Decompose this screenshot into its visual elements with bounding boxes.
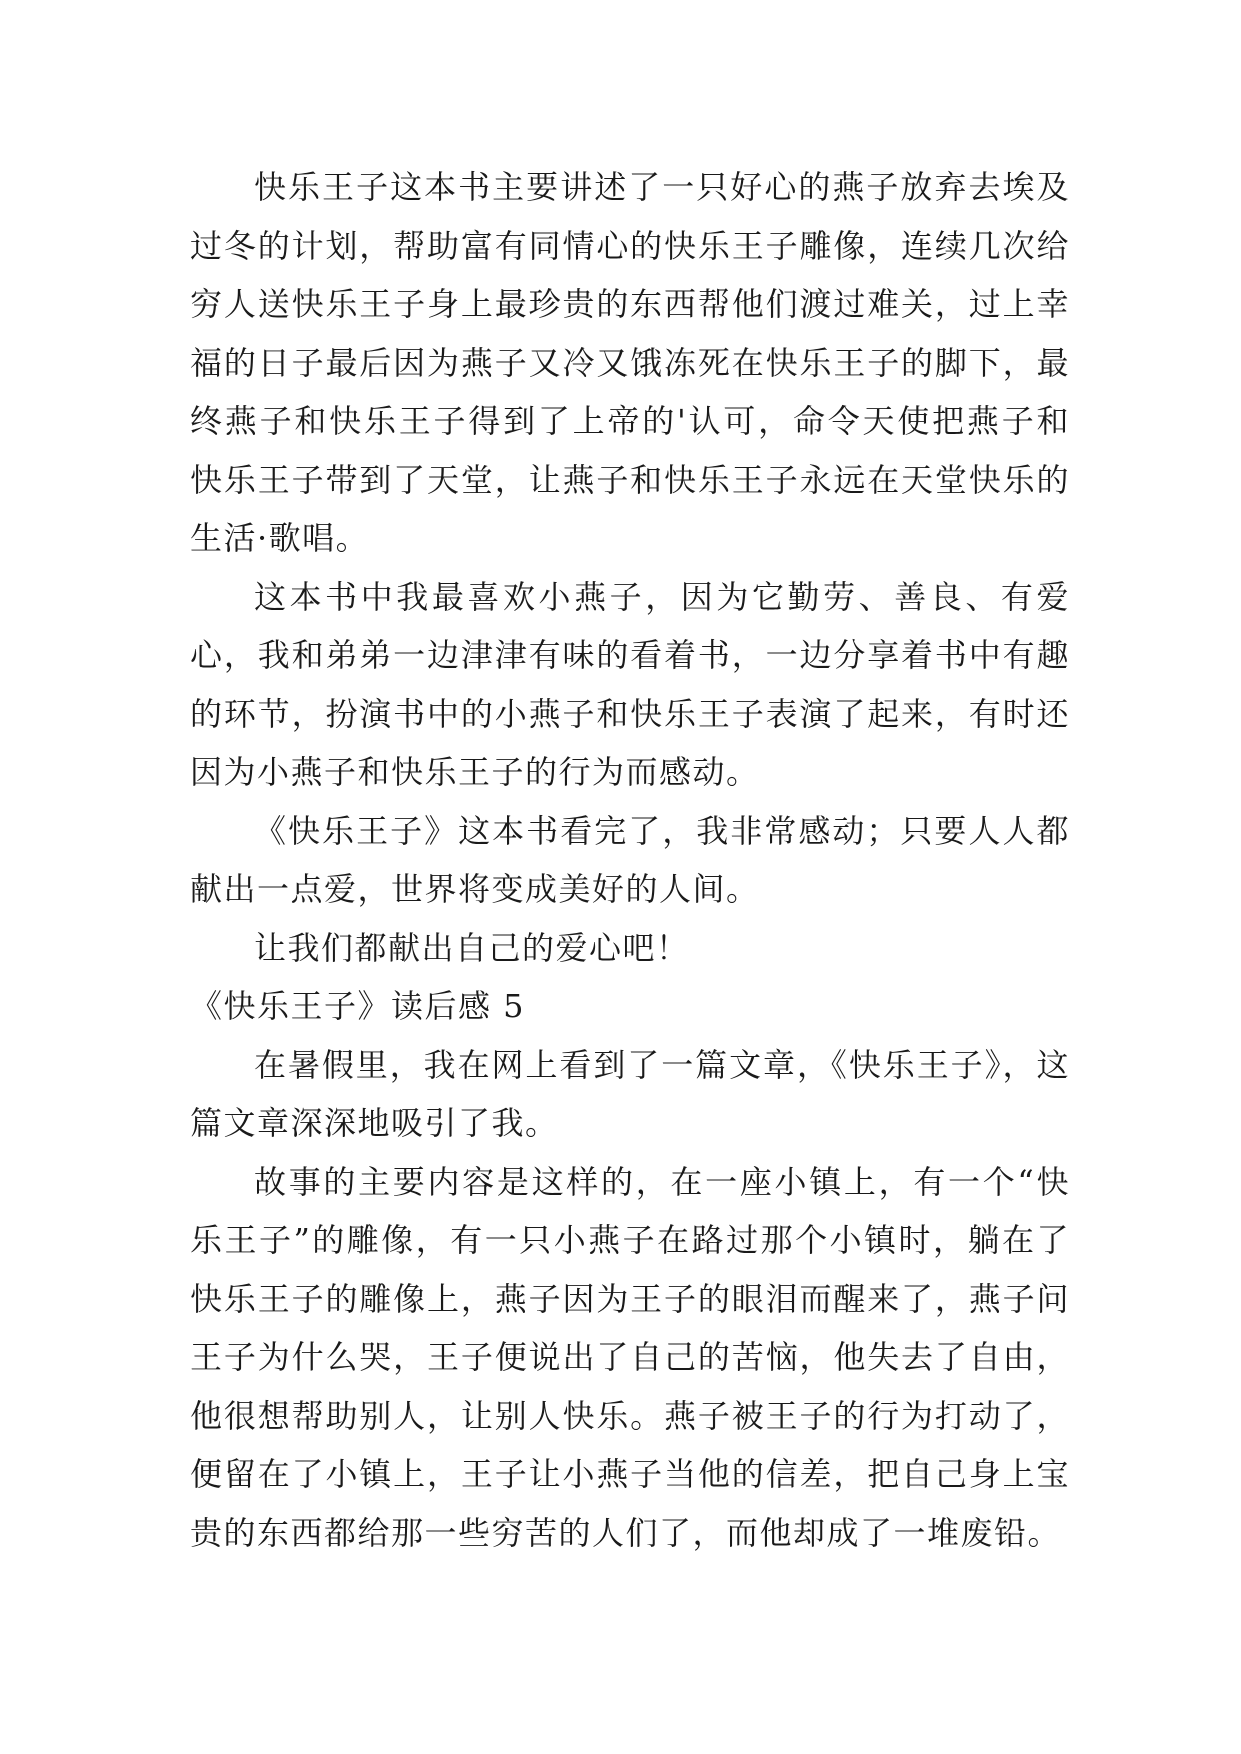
document-body (190, 158, 1070, 1562)
section-heading: 《快乐王子》读后感 5 (190, 987, 526, 1025)
paragraph: 故事的主要内容是这样的，在一座小镇上，有一个“快乐王子”的雕像，有一只小燕子在路过那个小镇时，躺在了快乐王子的雕像上，燕子因为王子的眼泪而醒来了，燕子问王子为什么哭，王子便说出了自己的苦恼，他失去了自由，他很想帮助别人，让别人快乐。燕子被王子的行为打动了，便留在了小镇上，王子让小燕子当他的信差，把自己身上宝贵的东西都给那一些穷苦的人们了，而他却成了一堆废铅。 (190, 1162, 1070, 1552)
paragraph: 《快乐王子》这本书看完了，我非常感动；只要人人都献出一点爱，世界将变成美好的人间。 (190, 811, 1070, 908)
paragraph: 让我们都献出自己的爱心吧！ (254, 928, 690, 967)
paragraph: 快乐王子这本书主要讲述了一只好心的燕子放弃去埃及过冬的计划，帮助富有同情心的快乐王子雕像，连续几次给穷人送快乐王子身上最珍贵的东西帮他们渡过难关，过上幸福的日子最后因为燕子又冷又饿冻死在快乐王子的脚下，最终燕子和快乐王子得到了上帝的'认可，命令天使把燕子和快乐王子带到了天堂，让燕子和快乐王子永远在天堂快乐的生活·歌唱。 (190, 168, 1070, 557)
paragraph: 在暑假里，我在网上看到了一篇文章，《快乐王子》，这篇文章深深地吸引了我。 (190, 1045, 1070, 1142)
paragraph: 这本书中我最喜欢小燕子，因为它勤劳、善良、有爱心，我和弟弟一边津津有味的看着书，一边分享着书中有趣的环节，扮演书中的小燕子和快乐王子表演了起来，有时还因为小燕子和快乐王子的行为而感动。 (190, 577, 1070, 791)
